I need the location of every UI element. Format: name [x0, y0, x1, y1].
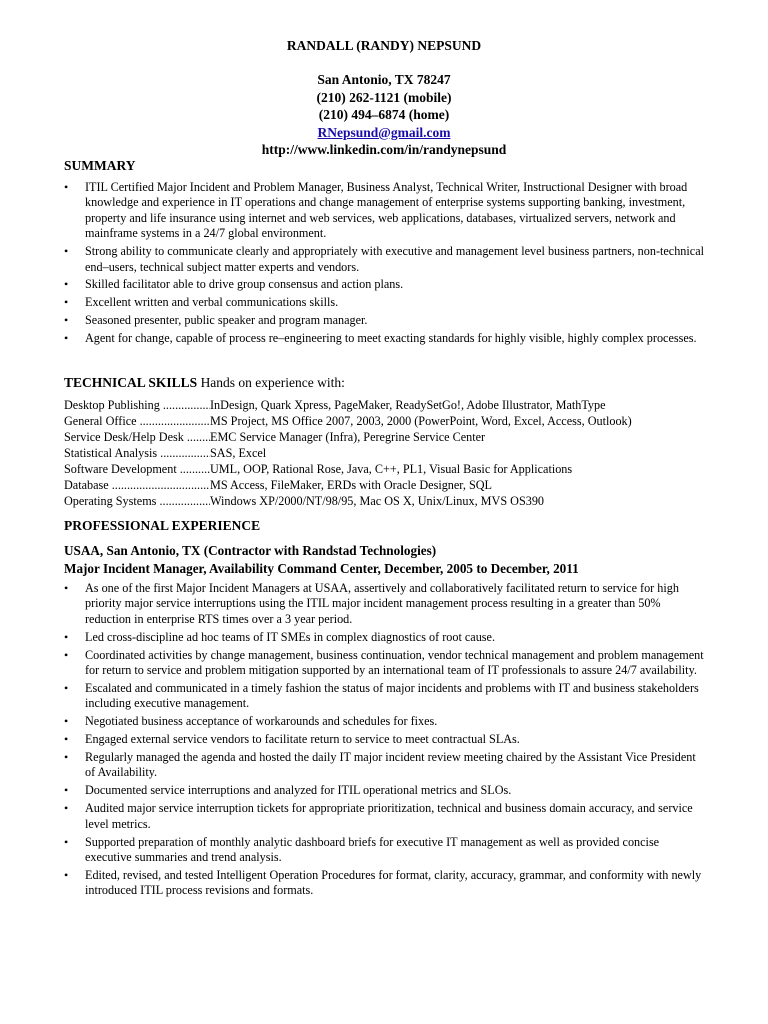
city-line: San Antonio, TX 78247 — [317, 72, 451, 88]
table-row: Database ..... MS Access, FileMaker, ERDs with Oracle Designer, SQL — [64, 477, 724, 493]
list-item: • Regularly managed the agenda and hosted the daily IT major incident review meeting chaired by the Assistant Vice President of Availability. — [64, 750, 696, 780]
bullet-icon: • — [64, 581, 69, 595]
table-row: Service Desk/Help Desk ..... EMC Service Manager (Infra), Peregrine Service Center — [64, 429, 724, 445]
table-row: General Office ..... MS Project, MS Office 2007, 2003, 2000 (PowerPoint, Word, Excel, Access, Outlook) — [64, 413, 724, 429]
bullet-icon: • — [64, 647, 69, 662]
employer-line: USAA, San Antonio, TX (Contractor with Randstad Technologies) — [64, 543, 437, 558]
table-row: Statistical Analysis ..... SAS, Excel — [64, 445, 724, 461]
bullet-icon: • — [64, 801, 69, 816]
experience-heading: PROFESSIONAL EXPERIENCE — [64, 518, 261, 533]
bullet-icon: • — [64, 313, 69, 328]
summary-heading: SUMMARY — [64, 158, 136, 173]
list-item: • Audited major service interruption tickets for appropriate prioritization, technical and business domain accuracy, and service level metrics. — [64, 801, 693, 831]
list-item: • Excellent written and verbal communications skills. — [64, 295, 339, 310]
table-row: Desktop Publishing ..... InDesign, Quark Xpress, PageMaker, ReadySetGo!, Adobe Illustrator, MathType — [64, 397, 724, 413]
list-item: • Supported preparation of monthly analytic dashboard briefs for executive IT management as well as provided concise executive summaries and trend analysis. — [64, 834, 660, 864]
skills-table — [64, 397, 724, 509]
list-item: • Escalated and communicated in a timely fashion the status of major incidents and problems with IT and business stakeholders including executive management. — [64, 680, 699, 711]
list-item: • Strong ability to communicate clearly and appropriately with executive and management level business partners, non-technical end–users, technical subject matter experts and vendors. — [64, 244, 704, 274]
list-item: • Engaged external service vendors to facilitate return to service to meet contractual SLAs. — [64, 732, 520, 747]
summary-list — [64, 180, 704, 349]
bullet-icon: • — [64, 180, 69, 194]
contact-header — [0, 37, 768, 158]
list-item: • Seasoned presenter, public speaker and program manager. — [64, 313, 368, 328]
list-item: • Coordinated activities by change management, business continuation, vendor technical management and problem management for return to service and problem mitigation supported by an international team of IT professionals to assure 24/7 availability. — [64, 647, 704, 678]
bullet-icon: • — [64, 732, 69, 747]
home-phone: (210) 494–6874 (home) — [318, 107, 450, 123]
bullet-icon: • — [64, 331, 69, 346]
email-link[interactable]: RNepsund@gmail.com — [317, 124, 451, 140]
list-item: • ITIL Certified Major Incident and Problem Manager, Business Analyst, Technical Writer, Instructional Designer with broad knowledge and experience in IT operations and change management of enterprise systems supporting banking, investment, property and life insurance using internet and web services, web applications, databases, virtualized servers, network and mainframe systems in a 24/7 global environment. — [64, 180, 688, 241]
bullet-icon: • — [64, 295, 69, 310]
technical-skills-heading — [64, 374, 345, 391]
list-item: • Skilled facilitator able to drive group consensus and action plans. — [64, 277, 404, 292]
list-item: • Agent for change, capable of process re–engineering to meet exacting standards for highly visible, highly complex processes. — [64, 331, 697, 346]
list-item: • Led cross-discipline ad hoc teams of IT SMEs in complex diagnostics of root cause. — [64, 629, 495, 644]
bullet-icon: • — [64, 867, 69, 882]
candidate-name: RANDALL (RANDY) NEPSUND — [286, 38, 482, 53]
bullet-icon: • — [64, 750, 69, 765]
bullet-icon: • — [64, 680, 69, 695]
table-row: Operating Systems ..... Windows XP/2000/NT/98/95, Mac OS X, Unix/Linux, MVS OS390 — [64, 493, 724, 509]
list-item: • As one of the first Major Incident Managers at USAA, assertively and collaboratively facilitated return to service for high priority major service interruptions using the ITIL major incident management process resulting in a greater than 50% reduction in enterprise RTS times over a 3 year period. — [64, 581, 679, 626]
linkedin-url[interactable]: http://www.linkedin.com/in/randynepsund — [261, 142, 507, 158]
bullet-icon: • — [64, 714, 69, 729]
list-item: • Edited, revised, and tested Intelligent Operation Procedures for format, clarity, accuracy, grammar, and conformity with newly introduced ITIL process revisions and formats. — [64, 867, 702, 898]
list-item: • Documented service interruptions and analyzed for ITIL operational metrics and SLOs. — [64, 783, 512, 798]
mobile-phone: (210) 262-1121 (mobile) — [316, 89, 452, 105]
list-item: • Negotiated business acceptance of workarounds and schedules for fixes. — [64, 714, 438, 729]
bullet-icon: • — [64, 783, 69, 798]
skills-title: TECHNICAL SKILLS — [64, 375, 198, 390]
bullet-icon: • — [64, 629, 69, 644]
bullet-icon: • — [64, 244, 69, 259]
bullet-icon: • — [64, 277, 69, 292]
bullet-icon: • — [64, 834, 69, 849]
role-line: Major Incident Manager, Availability Command Center, December, 2005 to December, 2011 — [64, 561, 579, 576]
experience-list — [64, 581, 704, 901]
table-row: Software Development ..... UML, OOP, Rational Rose, Java, C++, PL1, Visual Basic for Applications — [64, 461, 724, 477]
skills-subtitle: Hands on experience with: — [200, 375, 345, 390]
